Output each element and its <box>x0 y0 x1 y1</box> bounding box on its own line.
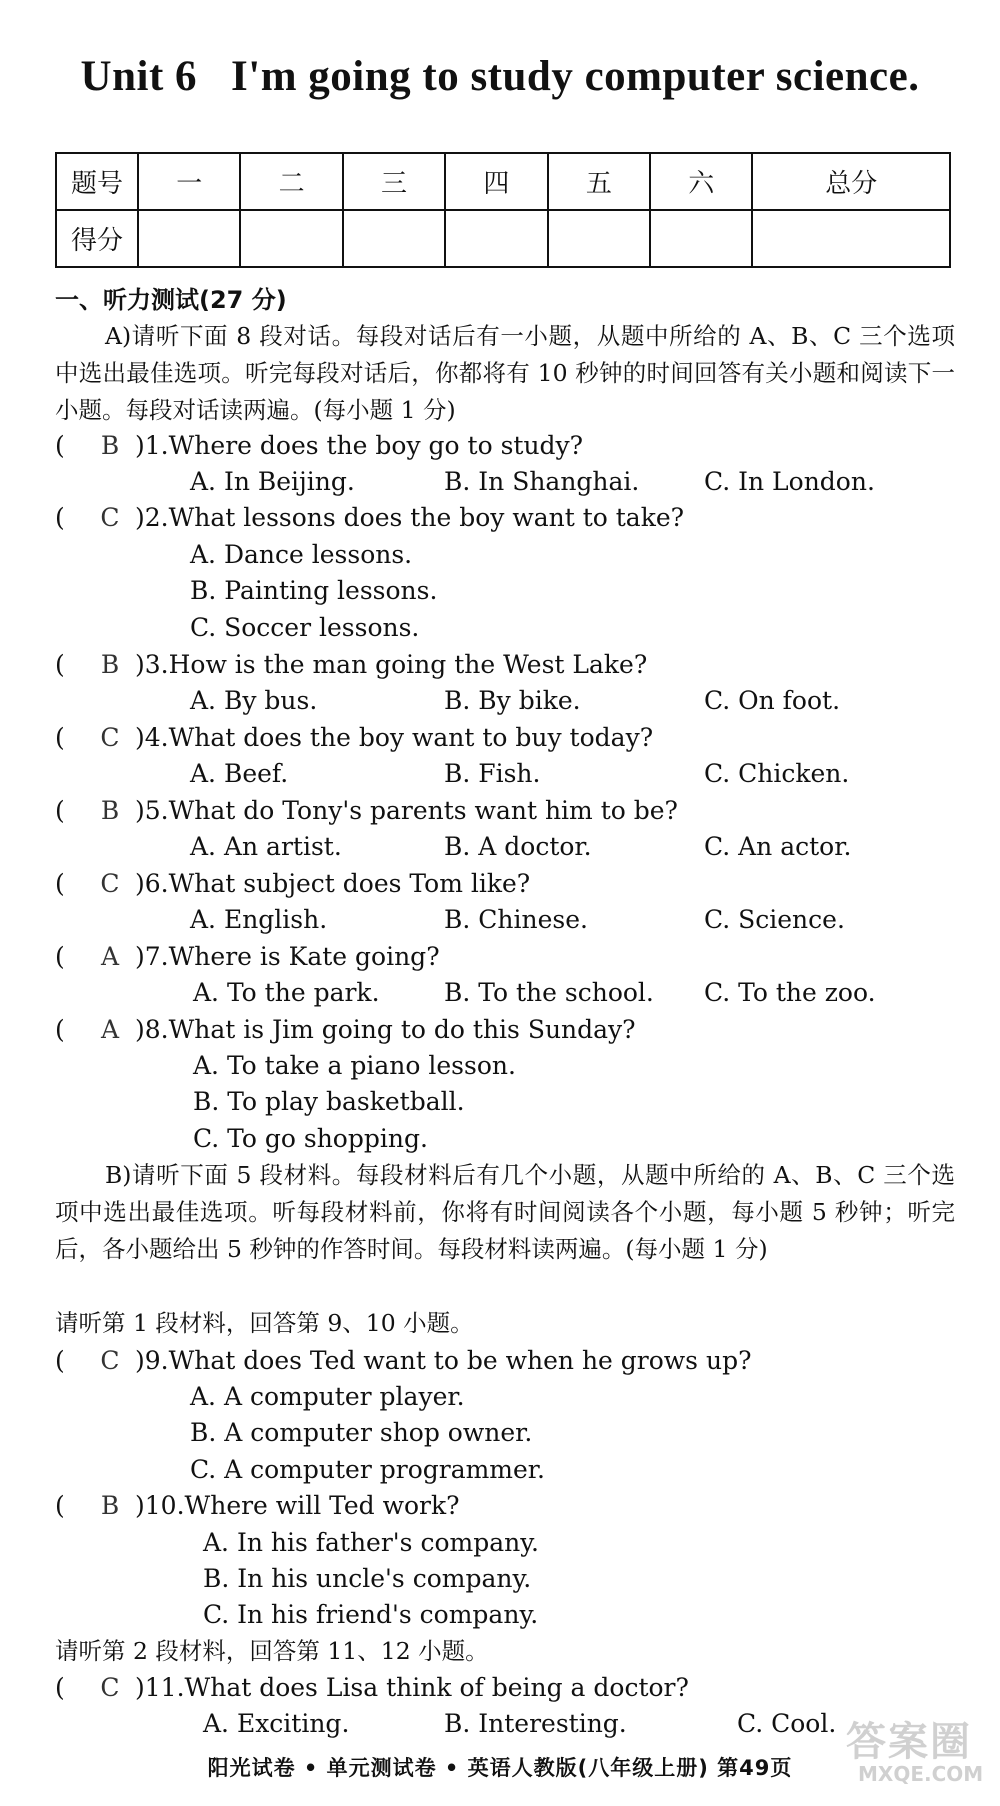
question-3-number: )3. <box>135 650 169 679</box>
question-6-text: What subject does Tom like? <box>168 869 531 898</box>
option-a: A. To the park. <box>193 978 380 1007</box>
question-8-text: What is Jim going to do this Sunday? <box>168 1015 636 1044</box>
option-a: A. English. <box>190 905 328 934</box>
score-input-cell[interactable] <box>752 210 950 267</box>
question-4-number: )4. <box>135 723 169 752</box>
option-a: A. In his father's company. <box>203 1528 539 1557</box>
score-input-cell[interactable] <box>650 210 752 267</box>
answer-1[interactable]: B <box>100 431 120 460</box>
option-c: C. Cool. <box>737 1709 837 1738</box>
answer-4[interactable]: C <box>100 723 120 752</box>
question-9: ( C )9.What does Ted want to be when he grows up? <box>55 1342 751 1379</box>
answer-3[interactable]: B <box>100 650 120 679</box>
answer-8[interactable]: A <box>100 1015 120 1044</box>
question-5-number: )5. <box>135 796 169 825</box>
answer-7[interactable]: A <box>100 942 120 971</box>
score-input-cell[interactable] <box>343 210 445 267</box>
question-5-text: What do Tony's parents want him to be? <box>168 796 678 825</box>
question-2-number: )2. <box>135 503 169 532</box>
option-a: A. Exciting. <box>203 1709 350 1738</box>
option-a: A. Dance lessons. <box>190 540 413 569</box>
option-c: C. To the zoo. <box>704 978 876 1007</box>
question-10-text: Where will Ted work? <box>184 1491 460 1520</box>
score-input-cell[interactable] <box>548 210 650 267</box>
answer-5[interactable]: B <box>100 796 120 825</box>
score-header-cell: 四 <box>445 153 547 210</box>
question-4-text: What does the boy want to buy today? <box>168 723 654 752</box>
question-3: ( B )3.How is the man going the West Lake? <box>55 646 647 683</box>
question-10-number: )10. <box>135 1491 185 1520</box>
score-header-cell: 总分 <box>752 153 950 210</box>
answer-11[interactable]: C <box>100 1673 120 1702</box>
question-1-text: Where does the boy go to study? <box>168 431 584 460</box>
question-1: ( B )1.Where does the boy go to study? <box>55 427 583 464</box>
option-c: C. Chicken. <box>704 759 850 788</box>
watermark-text: 答案圈 <box>846 1719 972 1765</box>
material-2-label: 请听第 2 段材料，回答第 11、12 小题。 <box>55 1637 489 1665</box>
page-footer: 阳光试卷 • 单元测试卷 • 英语人教版(八年级上册) 第49页 <box>207 1756 793 1780</box>
question-9-number: )9. <box>135 1346 169 1375</box>
option-c: C. To go shopping. <box>193 1124 428 1153</box>
option-c: C. In his friend's company. <box>203 1600 539 1629</box>
question-7-text: Where is Kate going? <box>168 942 440 971</box>
option-c: C. On foot. <box>704 686 841 715</box>
score-input-cell[interactable] <box>240 210 342 267</box>
section-title: 一、听力测试(27 分) <box>55 286 287 314</box>
question-8-number: )8. <box>135 1015 169 1044</box>
part-a-instructions: A)请听下面 8 段对话。每段对话后有一小题，从题中所给的 A、B、C 三个选项中选出最佳选项。听完每段对话后，你都将有 10 秒钟的时间回答有关小题和阅读下一小题。每段对话读两遍。(每小题 1 分) <box>55 322 955 424</box>
option-b: B. To play basketball. <box>193 1087 465 1116</box>
option-a: A. A computer player. <box>190 1382 465 1411</box>
option-c: C. Soccer lessons. <box>190 613 420 642</box>
score-header-cell: 五 <box>548 153 650 210</box>
question-5: ( B )5.What do Tony's parents want him to be? <box>55 792 678 829</box>
unit-label: Unit 6 <box>80 53 198 100</box>
score-table-header-row <box>56 153 950 210</box>
question-2: ( C )2.What lessons does the boy want to take? <box>55 499 684 536</box>
question-7: ( A )7.Where is Kate going? <box>55 938 440 975</box>
question-9-text: What does Ted want to be when he grows up? <box>168 1346 752 1375</box>
score-table <box>55 152 951 268</box>
question-6: ( C )6.What subject does Tom like? <box>55 865 530 902</box>
option-c: C. In London. <box>704 467 875 496</box>
question-3-text: How is the man going the West Lake? <box>168 650 648 679</box>
question-10: ( B )10.Where will Ted work? <box>55 1487 460 1524</box>
answer-2[interactable]: C <box>100 503 120 532</box>
score-header-cell: 六 <box>650 153 752 210</box>
score-row-label: 得分 <box>56 210 138 267</box>
score-header-cell: 三 <box>343 153 445 210</box>
question-4: ( C )4.What does the boy want to buy today? <box>55 719 653 756</box>
option-b: B. Painting lessons. <box>190 576 438 605</box>
question-11: ( C )11.What does Lisa think of being a doctor? <box>55 1669 689 1706</box>
option-a: A. An artist. <box>190 832 342 861</box>
score-header-cell: 二 <box>240 153 342 210</box>
option-b: B. A doctor. <box>444 832 592 861</box>
option-b: B. Fish. <box>444 759 541 788</box>
score-header-cell: 题号 <box>56 153 138 210</box>
option-b: B. To the school. <box>444 978 654 1007</box>
option-a: A. By bus. <box>190 686 318 715</box>
option-c: C. An actor. <box>704 832 852 861</box>
answer-9[interactable]: C <box>100 1346 120 1375</box>
option-c: C. A computer programmer. <box>190 1455 545 1484</box>
option-a: A. In Beijing. <box>190 467 355 496</box>
score-input-cell[interactable] <box>445 210 547 267</box>
option-c: C. Science. <box>704 905 845 934</box>
question-1-number: )1. <box>135 431 169 460</box>
question-7-number: )7. <box>135 942 169 971</box>
option-b: B. A computer shop owner. <box>190 1418 533 1447</box>
option-a: A. Beef. <box>190 759 289 788</box>
question-6-number: )6. <box>135 869 169 898</box>
question-11-number: )11. <box>135 1673 185 1702</box>
answer-10[interactable]: B <box>100 1491 120 1520</box>
unit-title: I'm going to study computer science. <box>231 53 920 100</box>
option-a: A. To take a piano lesson. <box>193 1051 516 1080</box>
answer-6[interactable]: C <box>100 869 120 898</box>
question-8: ( A )8.What is Jim going to do this Sunday? <box>55 1011 636 1048</box>
question-2-text: What lessons does the boy want to take? <box>168 503 685 532</box>
score-input-cell[interactable] <box>138 210 240 267</box>
option-b: B. Chinese. <box>444 905 588 934</box>
watermark-domain: MXQE.COM <box>858 1762 984 1786</box>
option-b: B. By bike. <box>444 686 581 715</box>
score-table-score-row <box>56 210 950 267</box>
page-title <box>0 52 1000 101</box>
question-11-text: What does Lisa think of being a doctor? <box>184 1673 689 1702</box>
material-1-label: 请听第 1 段材料，回答第 9、10 小题。 <box>55 1309 474 1337</box>
watermark-logo <box>840 1710 990 1790</box>
option-b: B. In his uncle's company. <box>203 1564 532 1593</box>
part-b-instructions: B)请听下面 5 段材料。每段材料后有几个小题，从题中所给的 A、B、C 三个选项中选出最佳选项。听每段材料前，你将有时间阅读各个小题，每小题 5 秒钟；听完后，各小题给出 5 秒钟的作答时间。每段材料读两遍。(每小题 1 分) <box>55 1161 955 1263</box>
option-b: B. Interesting. <box>444 1709 627 1738</box>
score-header-cell: 一 <box>138 153 240 210</box>
option-b: B. In Shanghai. <box>444 467 640 496</box>
